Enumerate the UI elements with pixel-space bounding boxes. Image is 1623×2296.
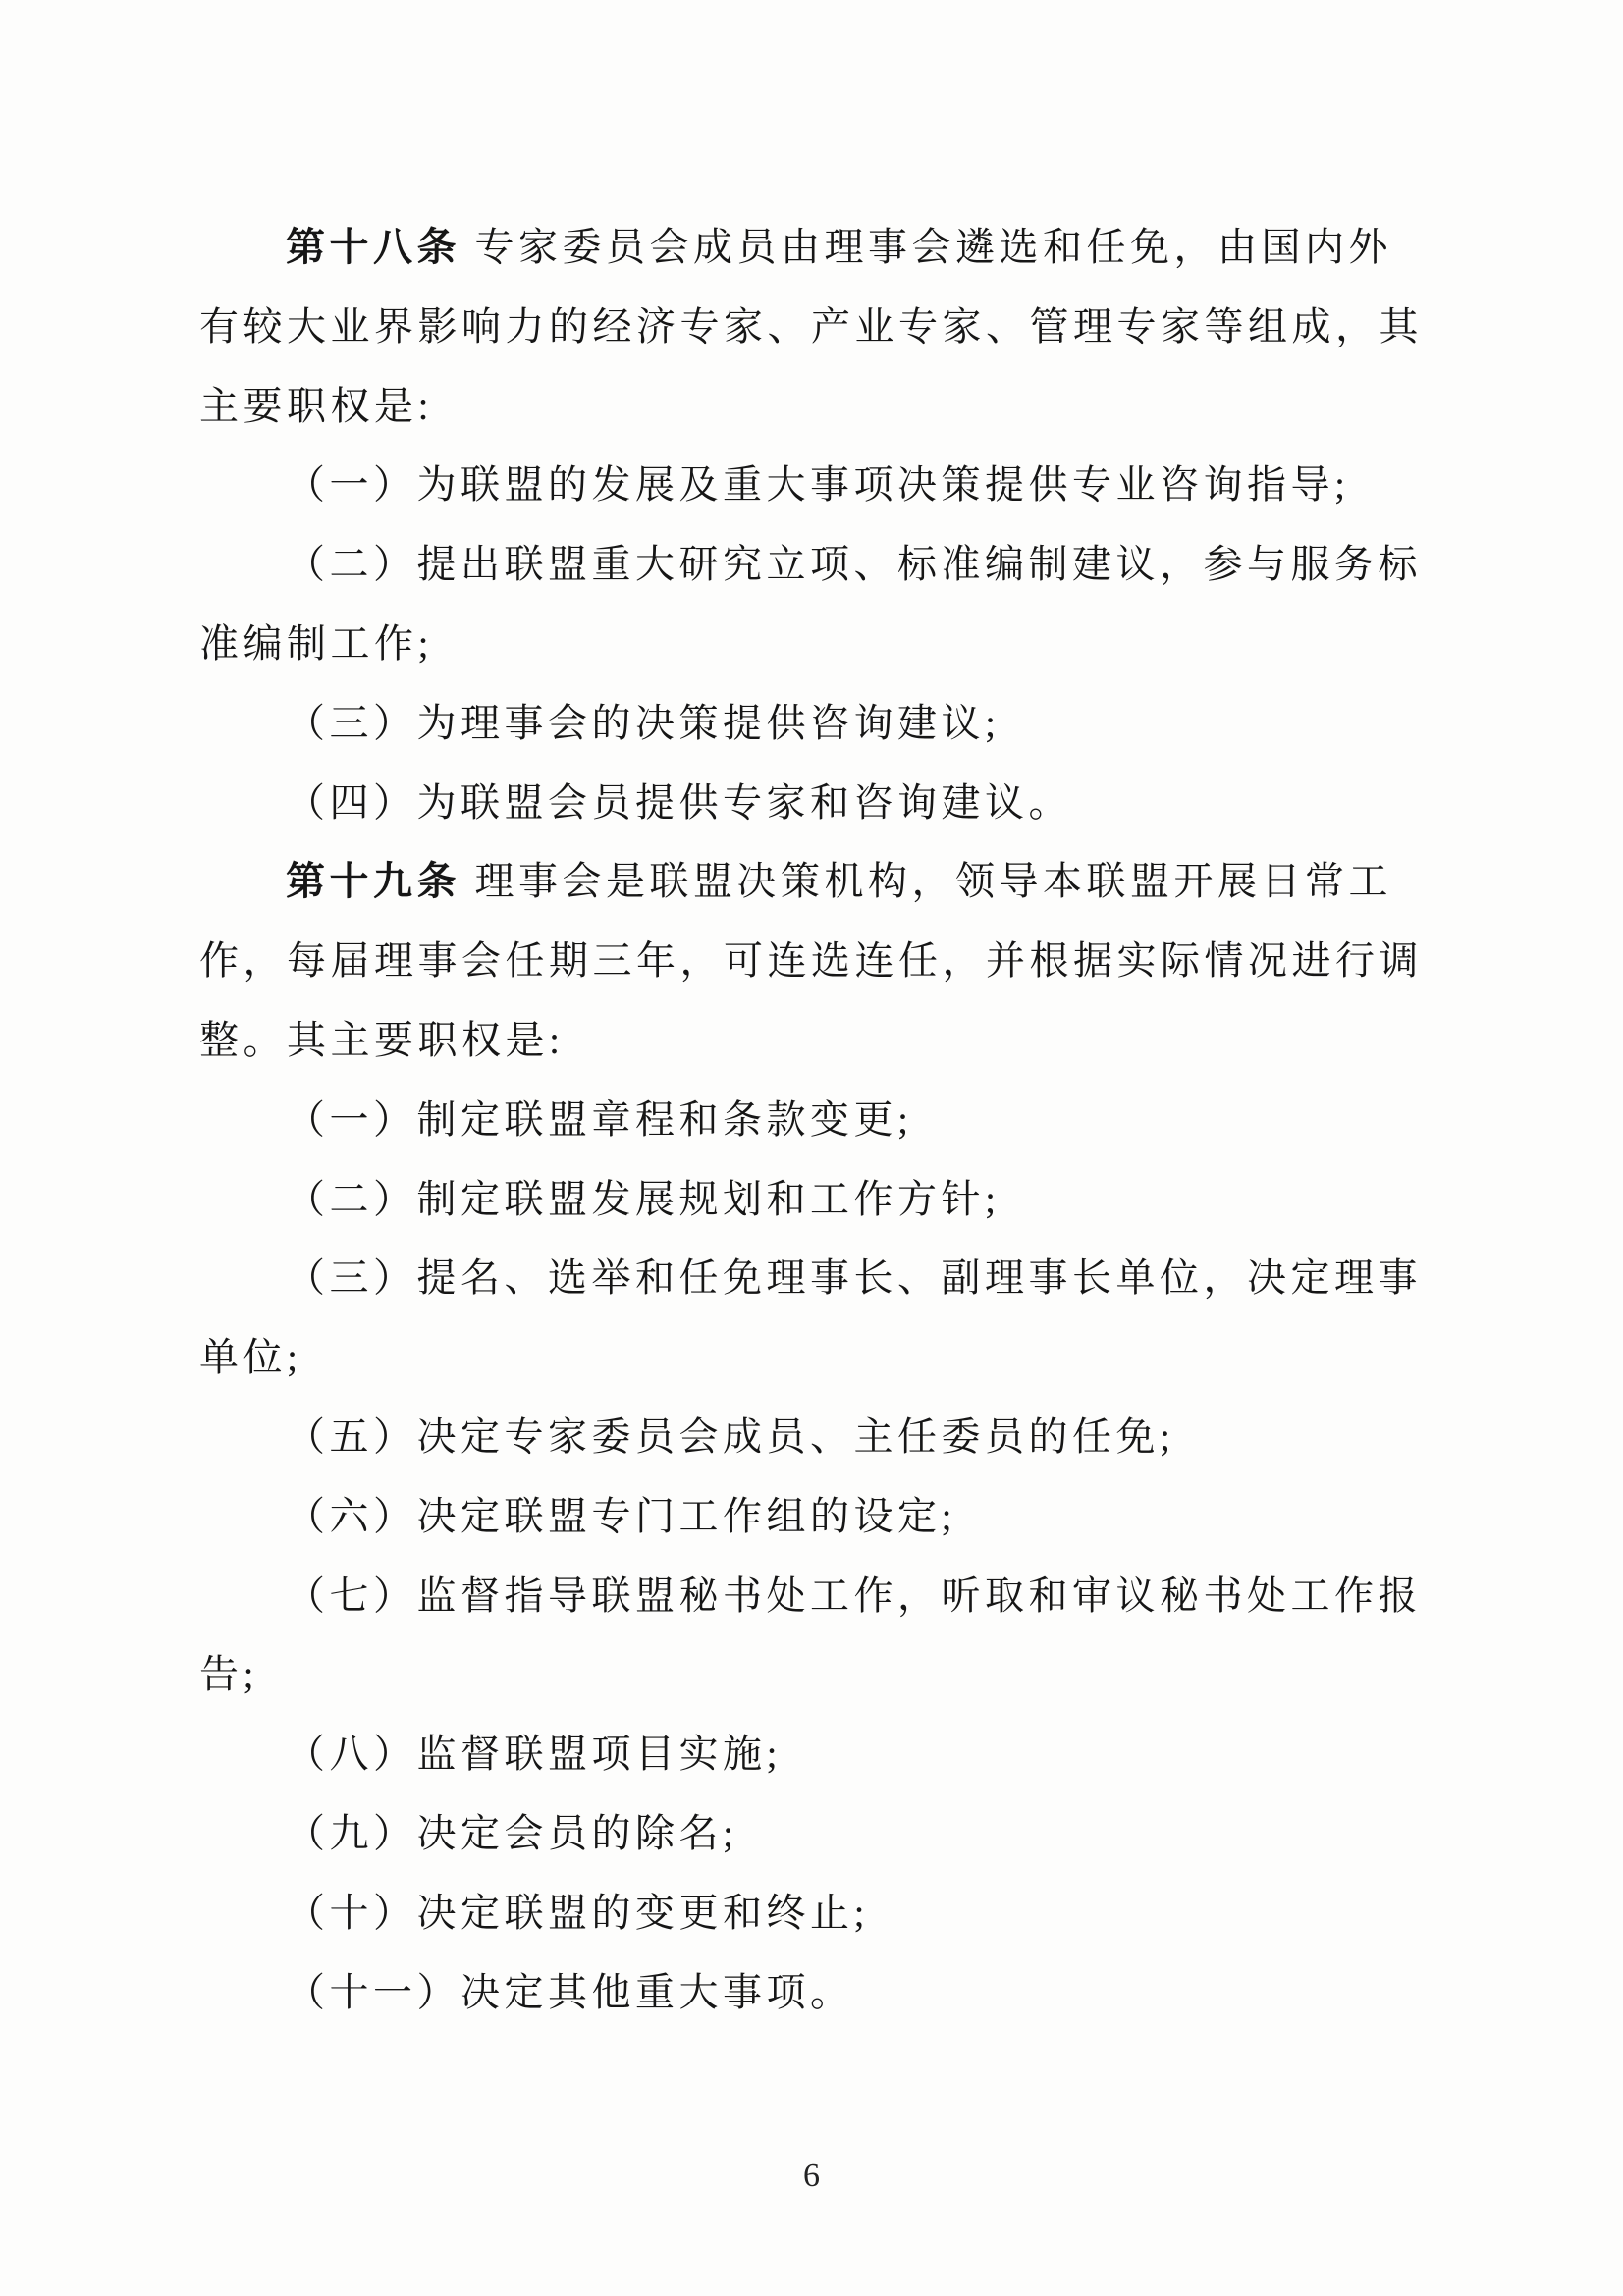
document-line <box>199 208 1427 288</box>
line-text: （一）为联盟的发展及重大事项决策提供专业咨询指导; <box>286 462 1350 507</box>
document-line <box>199 1557 1427 1636</box>
line-text: （八）监督联盟项目实施; <box>286 1732 783 1777</box>
document-line <box>199 1874 1427 1953</box>
document-line <box>199 1001 1427 1081</box>
document-line <box>199 446 1427 525</box>
line-text: （四）为联盟会员提供专家和咨询建议。 <box>286 779 1072 825</box>
line-text: 单位; <box>199 1335 302 1380</box>
document-line <box>199 1635 1427 1715</box>
line-text: 主要职权是: <box>199 383 434 428</box>
document-line <box>199 1715 1427 1794</box>
document-line <box>199 1398 1427 1477</box>
article-heading: 第十九条 <box>286 859 460 904</box>
line-text: 理事会是联盟决策机构，领导本联盟开展日常工 <box>460 859 1392 904</box>
document-body <box>199 208 1427 2032</box>
document-line <box>199 288 1427 367</box>
line-text: （三）提名、选举和任免理事长、副理事长单位，决定理事 <box>286 1255 1422 1301</box>
document-line <box>199 1953 1427 2033</box>
document-line <box>199 605 1427 684</box>
line-text: （七）监督指导联盟秘书处工作，听取和审议秘书处工作报 <box>286 1573 1422 1618</box>
line-text: （三）为理事会的决策提供咨询建议; <box>286 700 1001 745</box>
line-text: （五）决定专家委员会成员、主任委员的任免; <box>286 1414 1175 1459</box>
document-line <box>199 922 1427 1001</box>
line-text: （六）决定联盟专门工作组的设定; <box>286 1493 957 1538</box>
line-text: 告; <box>199 1652 259 1697</box>
line-text: 作，每届理事会任期三年，可连选连任，并根据实际情况进行调 <box>199 938 1423 984</box>
line-text: 准编制工作; <box>199 620 434 666</box>
line-text: （九）决定会员的除名; <box>286 1810 738 1855</box>
document-line <box>199 1794 1427 1874</box>
line-text: （二）提出联盟重大研究立项、标准编制建议，参与服务标 <box>286 542 1422 587</box>
line-text: 专家委员会成员由理事会遴选和任免，由国内外 <box>460 225 1392 269</box>
document-line <box>199 1081 1427 1160</box>
document-line <box>199 1239 1427 1318</box>
line-text: 有较大业界影响力的经济专家、产业专家、管理专家等组成，其 <box>199 303 1423 348</box>
page-number: 6 <box>803 2158 820 2194</box>
line-text: （一）制定联盟章程和条款变更; <box>286 1096 913 1142</box>
document-line <box>199 367 1427 447</box>
document-line <box>199 764 1427 843</box>
line-text: （二）制定联盟发展规划和工作方针; <box>286 1176 1001 1221</box>
document-line <box>199 842 1427 922</box>
document-line <box>199 1318 1427 1398</box>
article-heading: 第十八条 <box>286 225 460 269</box>
document-line <box>199 525 1427 605</box>
document-line <box>199 1160 1427 1240</box>
document-line <box>199 684 1427 764</box>
line-text: 整。其主要职权是: <box>199 1017 565 1062</box>
line-text: （十）决定联盟的变更和终止; <box>286 1890 870 1935</box>
document-line <box>199 1477 1427 1557</box>
line-text: （十一）决定其他重大事项。 <box>286 1969 854 2014</box>
